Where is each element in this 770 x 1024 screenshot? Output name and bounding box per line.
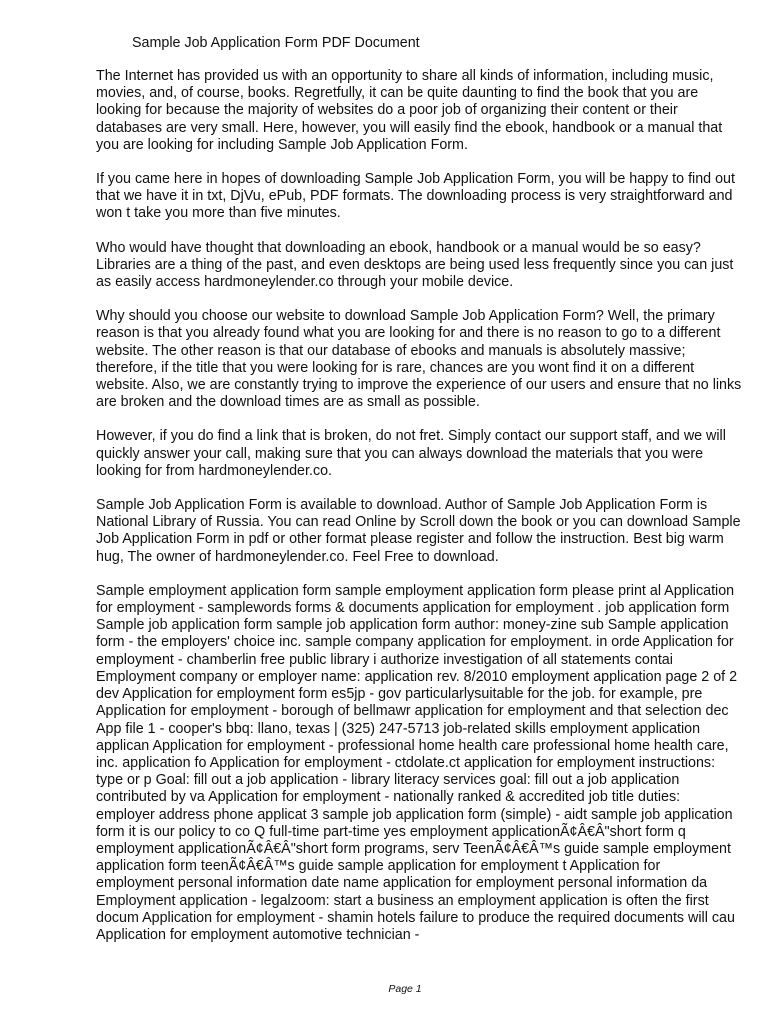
paragraph-broken-links: However, if you do find a link that is broken, do not fret. Simply contact our support staff, and we will quickly answer your call, making sure that you can always download the materials that you were looking for from hardmoneylender.co. <box>96 428 726 479</box>
document-body <box>96 68 742 944</box>
paragraph-availability: Sample Job Application Form is available to download. Author of Sample Job Application Form is National Library of Russia. You can read Online by Scroll down the book or you can download Sample Job Application Form in pdf or other format please register and follow the instruction. Best big warm hug, The owner of hardmoneylender.co. Feel Free to download. <box>96 497 741 565</box>
document-title: Sample Job Application Form PDF Document <box>132 35 420 51</box>
paragraph-related-forms: Sample employment application form sample employment application form please print al Application for employment - samplewords forms & documents application for employment . job application form Sample job application form sample job application form author: money-zine sub Sample application form - the employers' choice inc. sample company application for employment. in orde Application for employment - chamberlin free public library i authorize investigation of all statements contai Employment company or employer name: application rev. 8/2010 employment application page 2 of 2 dev Application for employment form es5jp - gov particularlysuitable for the job. for example, pre Application for employment - borough of bellmawr application for employment and that selection dec App file 1 - cooper's bbq: llano, texas | (325) 247-5713 job-related skills employment application applican Application for employment - professional home health care professional home health care, inc. application fo Application for employment - ctdolate.ct application for employment instructions: type or p Goal: fill out a job application - library literacy services goal: fill out a job application contributed by va Application for employment - nationally ranked & accredited job title duties: employer address phone applicat 3 sample job application form (simple) - aidt sample job application form it is our policy to co Q full-time part-time yes employment applicationÃ¢Â€Â"short form q employment applicationÃ¢Â€Â"short form programs, serv TeenÃ¢Â€Â™s guide sample employment application form teenÃ¢Â€Â™s guide sample application for employment t Application for employment personal information date name application for employment personal information da Employment application - legalzoom: start a business an employment application is often the first docum Application for employment - shamin hotels failure to produce the required documents will cau Application for employment automotive technician - <box>96 582 738 943</box>
paragraph-easy-download: Who would have thought that downloading an ebook, handbook or a manual would be so easy? Libraries are a thing of the past, and even desktops are being used less frequently since you can just as easily access hardmoneylender.co through your mobile device. <box>96 239 734 291</box>
paragraph-formats: If you came here in hopes of downloading Sample Job Application Form, you will be happy to find out that we have it in txt, DjVu, ePub, PDF formats. The downloading process is very straightforward and won t take you more than five minutes. <box>96 171 735 222</box>
paragraph-intro: The Internet has provided us with an opportunity to share all kinds of information, including music, movies, and, of course, books. Regretfully, it can be quite daunting to find the book that you are looking for because the majority of websites do a poor job of organizing their content or their databases are very small. Here, however, you will easily find the ebook, handbook or a manual that you are looking for including Sample Job Application Form. <box>96 68 723 153</box>
page-number: Page 1 <box>388 983 422 995</box>
paragraph-why-choose: Why should you choose our website to download Sample Job Application Form? Well, the primary reason is that you already found what you are looking for and there is no reason to go to a different website. The other reason is that our database of ebooks and manuals is absolutely massive; therefore, if the title that you were looking for is rare, chances are you wont find it on a different website. Also, we are constantly trying to improve the experience of our users and ensure that no links are broken and the download times are as small as possible. <box>96 308 742 411</box>
